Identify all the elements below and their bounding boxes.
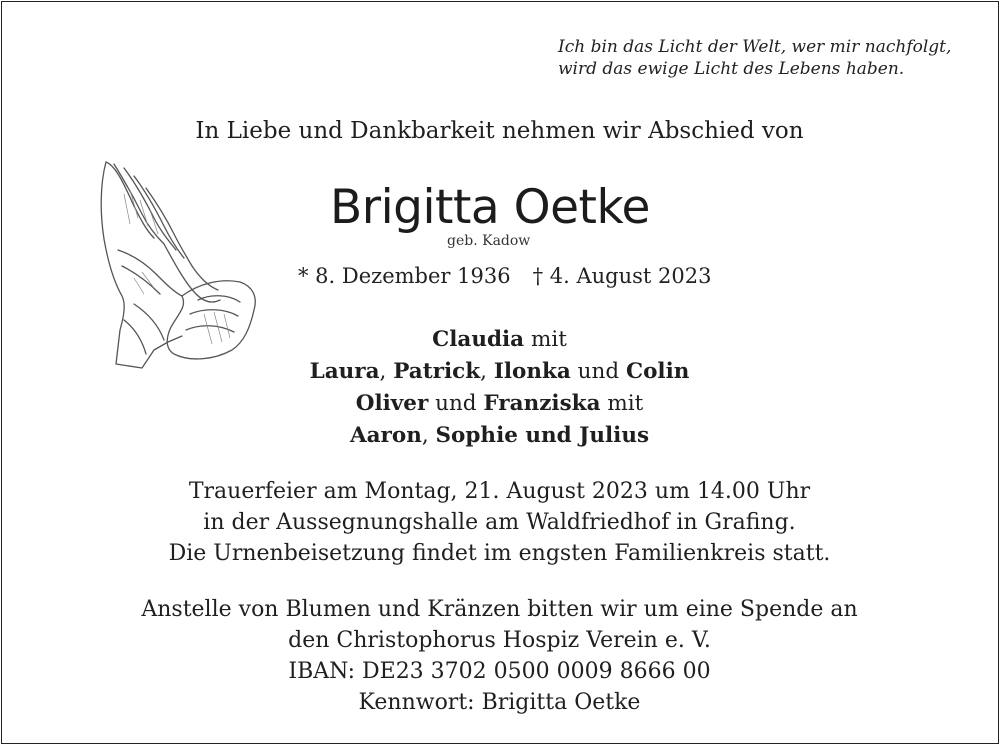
- donation-iban: IBAN: DE23 3702 0500 0009 8666 00: [288, 659, 711, 684]
- family-name: Franziska: [483, 391, 601, 416]
- family-name: Oliver: [355, 391, 429, 416]
- family-name: Claudia: [432, 327, 525, 352]
- deceased-name: Brigitta Oetke: [330, 180, 650, 235]
- funeral-service-info: [2, 476, 997, 569]
- family-name: Laura: [309, 359, 380, 384]
- maiden-name: geb. Kadow: [447, 233, 531, 249]
- family-name: Sophie und Julius: [435, 423, 650, 448]
- family-connector: ,: [379, 359, 394, 384]
- donation-line-1: Anstelle von Blumen und Kränzen bitten wir um eine Spende an: [141, 597, 858, 622]
- family-connector: ,: [421, 423, 436, 448]
- family-line-4: [2, 420, 997, 452]
- family-connector: und: [428, 391, 484, 416]
- donation-line-2: den Christophorus Hospiz Verein e. V.: [288, 628, 711, 653]
- family-connector: ,: [480, 359, 494, 384]
- service-line-1: Trauerfeier am Montag, 21. August 2023 um 14.00 Uhr: [188, 479, 811, 504]
- family-connector: und: [570, 359, 626, 384]
- family-connector: mit: [524, 327, 567, 352]
- donation-info: [2, 594, 997, 718]
- family-line-3: [2, 388, 997, 420]
- family-name: Patrick: [393, 359, 481, 384]
- family-name: Ilonka: [493, 359, 571, 384]
- obituary-notice: [1, 1, 999, 744]
- bible-quote: [558, 36, 951, 80]
- quote-line-2: wird das ewige Licht des Lebens haben.: [558, 59, 905, 79]
- family-connector: mit: [600, 391, 644, 416]
- service-line-2: in der Aussegnungshalle am Waldfriedhof in Grafing.: [203, 510, 796, 535]
- family-name: Aaron: [349, 423, 422, 448]
- family-line-1: [2, 324, 997, 356]
- death-date: † 4. August 2023: [532, 264, 712, 288]
- quote-line-1: Ich bin das Licht der Welt, wer mir nachfolgt,: [558, 37, 952, 57]
- birth-date: * 8. Dezember 1936: [298, 264, 511, 288]
- intro-text: In Liebe und Dankbarkeit nehmen wir Abschied von: [195, 118, 804, 144]
- life-dates: [298, 264, 711, 288]
- family-line-2: [2, 356, 997, 388]
- service-line-3: Die Urnenbeisetzung findet im engsten Familienkreis statt.: [168, 541, 831, 566]
- family-name: Colin: [625, 359, 690, 384]
- donation-keyword: Kennwort: Brigitta Oetke: [358, 690, 641, 715]
- family-list: [2, 324, 997, 452]
